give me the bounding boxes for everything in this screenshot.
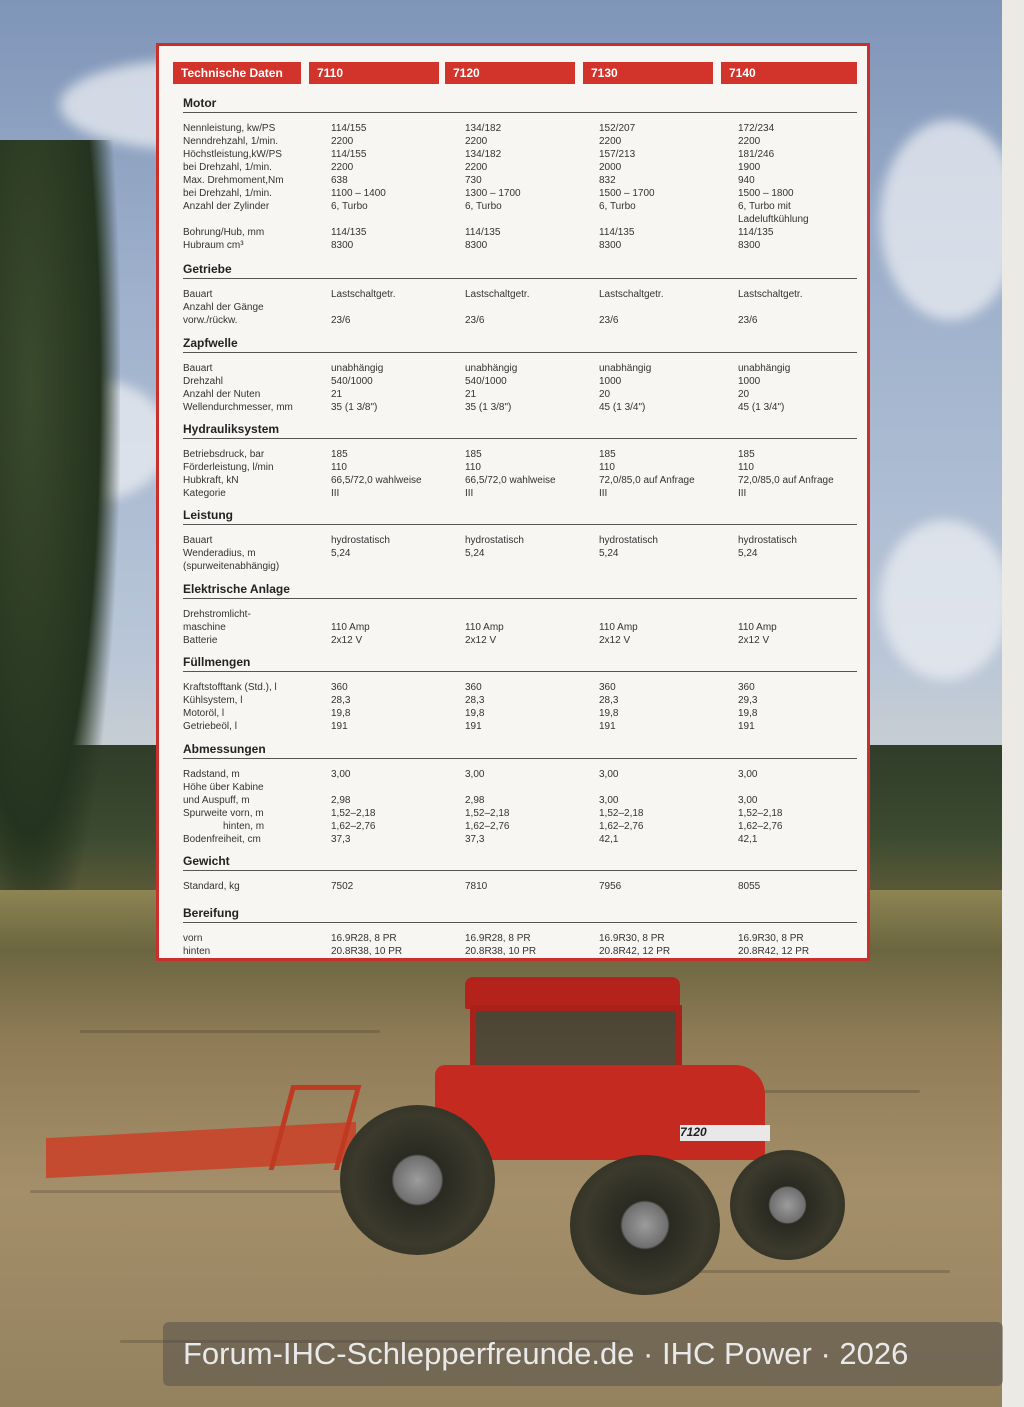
spec-label: Batterie	[183, 635, 218, 646]
spec-value-7120: 114/135	[465, 227, 501, 238]
spec-value-7110: 110 Amp	[331, 622, 370, 633]
cloud	[880, 120, 1002, 320]
spec-value-7110: 114/155	[331, 123, 367, 134]
section-title-getriebe: Getriebe	[183, 262, 232, 276]
spec-value-7140: 42,1	[738, 834, 758, 845]
spec-label: Wellendurchmesser, mm	[183, 402, 293, 413]
spec-value-7120: 2,98	[465, 795, 485, 806]
spec-label: Standard, kg	[183, 881, 240, 892]
spec-value-7140: 72,0/85,0 auf Anfrage	[738, 475, 834, 486]
spec-label: Motoröl, l	[183, 708, 225, 719]
spec-label: Höhe über Kabine	[183, 782, 264, 793]
spec-value-7130: 185	[599, 449, 616, 460]
spec-value-7130: 20.8R42, 12 PR	[599, 946, 671, 957]
spec-value-7130: 28,3	[599, 695, 619, 706]
spec-label: maschine	[183, 622, 226, 633]
spec-value-7130: 360	[599, 682, 616, 693]
spec-value-7110: 114/135	[331, 227, 367, 238]
spec-value-7110: hydrostatisch	[331, 535, 390, 546]
spec-value-7130: 832	[599, 175, 616, 186]
spec-value-7110: 35 (1 3/8")	[331, 402, 378, 413]
spec-value-7140: 114/135	[738, 227, 774, 238]
spec-value-7140: 191	[738, 721, 755, 732]
section-divider	[183, 524, 857, 525]
spec-value-7130: 2200	[599, 136, 622, 147]
spec-value-7120: 134/182	[465, 123, 502, 134]
rear-wheel	[340, 1105, 495, 1255]
spec-value-7130: 110	[599, 462, 615, 473]
spec-label: Kraftstofftank (Std.), l	[183, 682, 277, 693]
spec-value-7120: 20.8R38, 10 PR	[465, 946, 537, 957]
spec-value-7110: 3,00	[331, 769, 351, 780]
spec-value-7120: 540/1000	[465, 376, 507, 387]
spec-label: Anzahl der Gänge	[183, 302, 264, 313]
spec-value-7130: 3,00	[599, 769, 619, 780]
spec-value-7140: 23/6	[738, 315, 758, 326]
spec-value-7120: 2200	[465, 136, 488, 147]
spec-value-7110: 19,8	[331, 708, 351, 719]
spec-value-7140: 172/234	[738, 123, 775, 134]
spec-label: bei Drehzahl, 1/min.	[183, 188, 272, 199]
spec-value-7110: 2x12 V	[331, 635, 363, 646]
spec-label: vorw./rückw.	[183, 315, 238, 326]
spec-label: vorn	[183, 933, 203, 944]
spec-value-7120: 110 Amp	[465, 622, 504, 633]
spec-value-7110: 37,3	[331, 834, 351, 845]
spec-value-7120: 134/182	[465, 149, 502, 160]
spec-label: Förderleistung, l/min	[183, 462, 274, 473]
rear-wheel	[570, 1155, 720, 1295]
spec-label: bei Drehzahl, 1/min.	[183, 162, 272, 173]
spec-value-7120: 21	[465, 389, 477, 400]
spec-label: hinten	[183, 946, 211, 957]
spec-value-7120: 1,52–2,18	[465, 808, 510, 819]
spec-value-7140: 16.9R30, 8 PR	[738, 933, 804, 944]
spec-value-7120: 8300	[465, 240, 488, 251]
spec-value-7130: 1,62–2,76	[599, 821, 644, 832]
spec-value-7140: 20.8R42, 12 PR	[738, 946, 810, 957]
spec-label: Anzahl der Zylinder	[183, 201, 270, 212]
spec-label: Bauart	[183, 363, 213, 374]
spec-value-7120: 110	[465, 462, 481, 473]
spec-value-7140: hydrostatisch	[738, 535, 797, 546]
spec-value-7120: 5,24	[465, 548, 485, 559]
spec-label: Hubkraft, kN	[183, 475, 239, 486]
spec-value-7130: 152/207	[599, 123, 636, 134]
spec-value-7110: 16.9R28, 8 PR	[331, 933, 397, 944]
spec-value-7130: III	[599, 488, 608, 499]
spec-value-7140: 8055	[738, 881, 761, 892]
spec-value-7130: 72,0/85,0 auf Anfrage	[599, 475, 695, 486]
header-model-7120: 7120	[445, 62, 575, 84]
spec-value-7120: 7810	[465, 881, 488, 892]
spec-sheet	[156, 43, 870, 961]
spec-value-7110: 6, Turbo	[331, 201, 368, 212]
tree	[0, 140, 120, 960]
section-title-gewicht: Gewicht	[183, 854, 230, 868]
spec-value-7110: 23/6	[331, 315, 351, 326]
spec-label: (spurweitenabhängig)	[183, 561, 280, 572]
spec-value-7110: 2200	[331, 162, 354, 173]
spec-value-7110: 191	[331, 721, 348, 732]
spec-value-7110: 638	[331, 175, 348, 186]
section-divider	[183, 922, 857, 923]
spec-value-7130: 1500 – 1700	[599, 188, 655, 199]
spec-value-7130: 3,00	[599, 795, 619, 806]
spec-value-7130: 42,1	[599, 834, 619, 845]
spec-label: Bauart	[183, 535, 213, 546]
spec-value-7140: 940	[738, 175, 755, 186]
section-title-leistung: Leistung	[183, 508, 233, 522]
spec-value-7120: 37,3	[465, 834, 485, 845]
spec-value-7140: 110	[738, 462, 754, 473]
spec-value-7110: 360	[331, 682, 348, 693]
spec-value-7120: 185	[465, 449, 482, 460]
spec-value-7130: 19,8	[599, 708, 619, 719]
spec-value-7110: 185	[331, 449, 348, 460]
tractor-image	[40, 975, 840, 1305]
spec-value-7120: 23/6	[465, 315, 485, 326]
spec-value-7110: 28,3	[331, 695, 351, 706]
spec-label: Drehzahl	[183, 376, 224, 387]
spec-value-7140: 1000	[738, 376, 761, 387]
spec-value-7110: 2,98	[331, 795, 351, 806]
spec-value-7140: 2200	[738, 136, 761, 147]
spec-label: Nenndrehzahl, 1/min.	[183, 136, 279, 147]
spec-value-7140: 1,62–2,76	[738, 821, 783, 832]
section-divider	[183, 278, 857, 279]
spec-label: Höchstleistung,kW/PS	[183, 149, 282, 160]
spec-value-7130: 5,24	[599, 548, 619, 559]
section-divider	[183, 112, 857, 113]
spec-value-7120: 19,8	[465, 708, 485, 719]
section-title-motor: Motor	[183, 96, 217, 110]
section-divider	[183, 598, 857, 599]
spec-value-7120: 191	[465, 721, 482, 732]
spec-label: Max. Drehmoment,Nm	[183, 175, 284, 186]
spec-label: hinten, m	[223, 821, 265, 832]
spec-label: Kühlsystem, l	[183, 695, 243, 706]
spec-value-7140: 20	[738, 389, 750, 400]
spec-value-7110: III	[331, 488, 340, 499]
spec-label: Bohrung/Hub, mm	[183, 227, 265, 238]
spec-value-7110: 540/1000	[331, 376, 373, 387]
section-divider	[183, 671, 857, 672]
header-technische-daten: Technische Daten	[173, 62, 301, 84]
spec-value-7140: unabhängig	[738, 363, 791, 374]
spec-value-7130: 2x12 V	[599, 635, 631, 646]
spec-value-7110: 110	[331, 462, 347, 473]
spec-value-7130: 114/135	[599, 227, 635, 238]
spec-value-7130: 2000	[599, 162, 622, 173]
spec-value-7130: 45 (1 3/4")	[599, 402, 646, 413]
spec-label: Bodenfreiheit, cm	[183, 834, 261, 845]
spec-value-7130: 110 Amp	[599, 622, 638, 633]
spec-value-7110: 7502	[331, 881, 354, 892]
spec-value-7140: 185	[738, 449, 755, 460]
spec-value-7120: 360	[465, 682, 482, 693]
spec-value-7130: 20	[599, 389, 611, 400]
spec-value-7140: 8300	[738, 240, 761, 251]
spec-value-7120: 28,3	[465, 695, 485, 706]
tractor-badge: 7120	[680, 1125, 707, 1139]
spec-value-7110: 21	[331, 389, 343, 400]
spec-value-7110: 1100 – 1400	[331, 188, 386, 199]
spec-value-7130: 6, Turbo	[599, 201, 636, 212]
spec-value-7120: 16.9R28, 8 PR	[465, 933, 531, 944]
spec-value-7110: Lastschaltgetr.	[331, 289, 396, 300]
spec-value-7140: 6, Turbo mit	[738, 201, 791, 212]
spec-value-7130: Lastschaltgetr.	[599, 289, 664, 300]
header-model-7130: 7130	[583, 62, 713, 84]
spec-value-7110: 114/155	[331, 149, 367, 160]
spec-value-7140: 3,00	[738, 769, 758, 780]
front-wheel	[730, 1150, 845, 1260]
spec-value-7130: unabhängig	[599, 363, 652, 374]
spec-value-7130: 23/6	[599, 315, 619, 326]
spec-value-7140: 19,8	[738, 708, 758, 719]
spec-label: und Auspuff, m	[183, 795, 250, 806]
spec-label: Wenderadius, m	[183, 548, 256, 559]
section-divider	[183, 870, 857, 871]
section-divider	[183, 352, 857, 353]
section-divider	[183, 758, 857, 759]
spec-value-7140: Lastschaltgetr.	[738, 289, 803, 300]
spec-value-7110: unabhängig	[331, 363, 384, 374]
spec-value-7120: III	[465, 488, 474, 499]
spec-value-7130: hydrostatisch	[599, 535, 658, 546]
spec-value-7120: hydrostatisch	[465, 535, 524, 546]
spec-value-7130: 16.9R30, 8 PR	[599, 933, 665, 944]
spec-value-7120: 730	[465, 175, 482, 186]
spec-label: Betriebsdruck, bar	[183, 449, 265, 460]
spec-label: Nennleistung, kw/PS	[183, 123, 276, 134]
spec-value-7130: 1000	[599, 376, 622, 387]
spec-value-7140: 3,00	[738, 795, 758, 806]
spec-value-7140: III	[738, 488, 747, 499]
spec-value-7120: 1,62–2,76	[465, 821, 510, 832]
spec-label: Anzahl der Nuten	[183, 389, 261, 400]
spec-label: Hubraum cm³	[183, 240, 244, 251]
spec-value-7110: 1,62–2,76	[331, 821, 376, 832]
section-title-elektrische-anlage: Elektrische Anlage	[183, 582, 290, 596]
cloud	[880, 520, 1002, 680]
spec-value-7120: 2x12 V	[465, 635, 497, 646]
spec-value-7140: 1500 – 1800	[738, 188, 794, 199]
spec-value-7130: 191	[599, 721, 616, 732]
section-title-abmessungen: Abmessungen	[183, 742, 266, 756]
spec-value-7140: Ladeluftkühlung	[738, 214, 809, 225]
spec-value-7120: 2200	[465, 162, 488, 173]
spec-value-7140: 1900	[738, 162, 761, 173]
spec-value-7110: 66,5/72,0 wahlweise	[331, 475, 422, 486]
spec-label: Drehstromlicht-	[183, 609, 251, 620]
spec-value-7140: 45 (1 3/4")	[738, 402, 785, 413]
spec-value-7120: unabhängig	[465, 363, 518, 374]
spec-label: Spurweite vorn, m	[183, 808, 264, 819]
header-model-7140: 7140	[721, 62, 857, 84]
spec-value-7140: 360	[738, 682, 755, 693]
watermark: Forum-IHC-Schlepperfreunde.de · IHC Power · 2026	[163, 1322, 1003, 1386]
spec-value-7110: 20.8R38, 10 PR	[331, 946, 403, 957]
spec-value-7130: 8300	[599, 240, 622, 251]
spec-value-7130: 7956	[599, 881, 622, 892]
spec-label: Getriebeöl, l	[183, 721, 237, 732]
section-title-hydrauliksystem: Hydrauliksystem	[183, 422, 280, 436]
section-title-füllmengen: Füllmengen	[183, 655, 251, 669]
spec-value-7140: 1,52–2,18	[738, 808, 783, 819]
spec-value-7120: Lastschaltgetr.	[465, 289, 530, 300]
spec-label: Kategorie	[183, 488, 226, 499]
spec-value-7140: 5,24	[738, 548, 758, 559]
spec-value-7110: 5,24	[331, 548, 351, 559]
spec-value-7120: 6, Turbo	[465, 201, 502, 212]
section-title-zapfwelle: Zapfwelle	[183, 336, 238, 350]
spec-value-7110: 2200	[331, 136, 354, 147]
spec-value-7110: 1,52–2,18	[331, 808, 376, 819]
spec-value-7110: 8300	[331, 240, 354, 251]
spec-value-7140: 29,3	[738, 695, 758, 706]
spec-value-7130: 1,52–2,18	[599, 808, 644, 819]
spec-value-7140: 110 Amp	[738, 622, 777, 633]
spec-value-7120: 35 (1 3/8")	[465, 402, 512, 413]
spec-value-7120: 3,00	[465, 769, 485, 780]
spec-value-7130: 157/213	[599, 149, 636, 160]
spec-value-7120: 1300 – 1700	[465, 188, 521, 199]
section-divider	[183, 438, 857, 439]
section-title-bereifung: Bereifung	[183, 906, 240, 920]
header-model-7110: 7110	[309, 62, 439, 84]
spec-label: Radstand, m	[183, 769, 240, 780]
spec-label: Bauart	[183, 289, 213, 300]
spec-value-7140: 181/246	[738, 149, 775, 160]
spec-value-7120: 66,5/72,0 wahlweise	[465, 475, 556, 486]
spec-value-7140: 2x12 V	[738, 635, 770, 646]
